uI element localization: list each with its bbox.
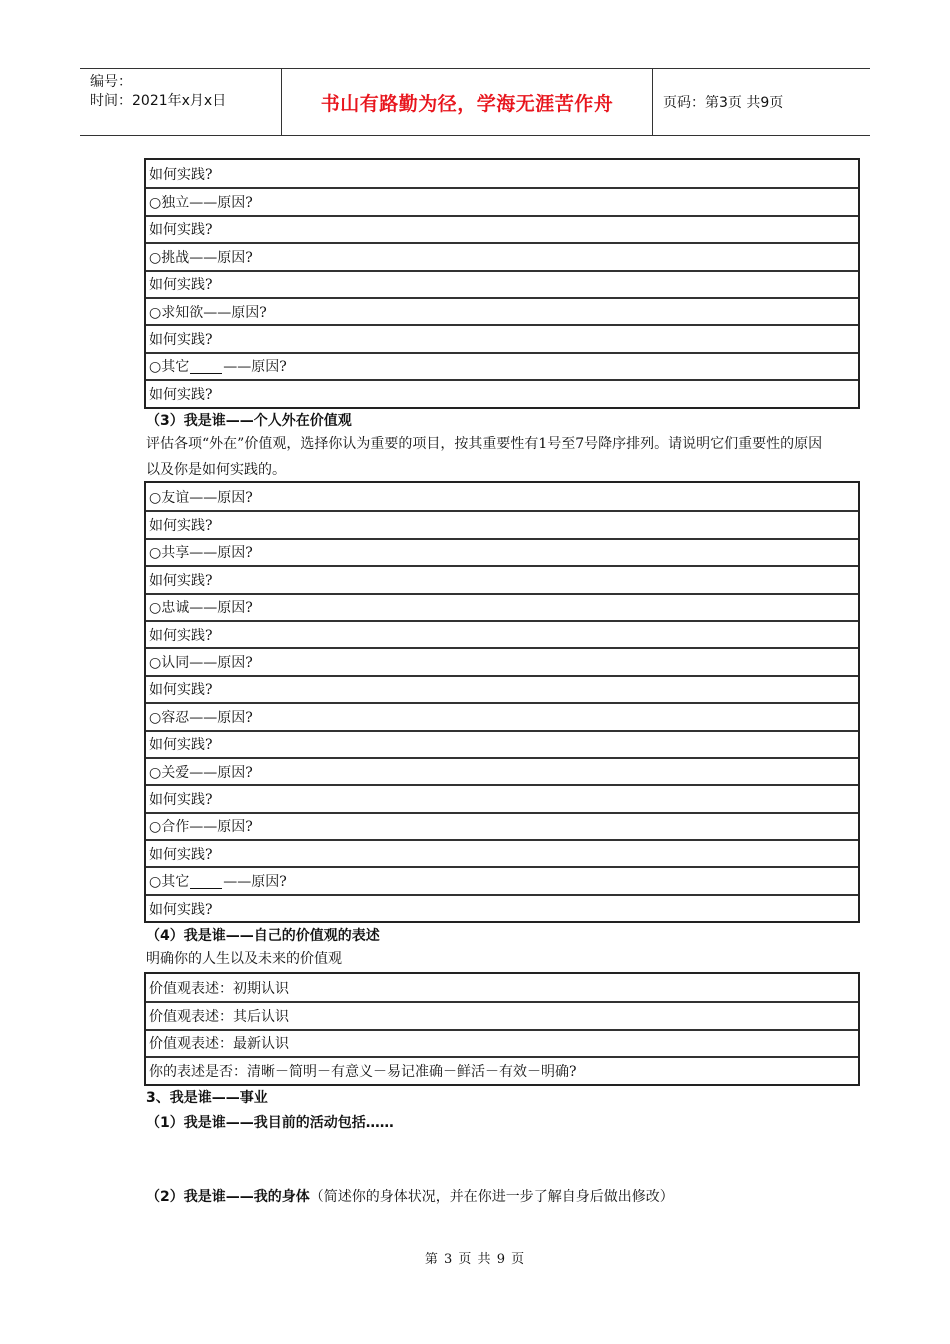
table-row: ○共享——原因? xyxy=(146,538,858,565)
body-heading-note: （简述你的身体状况，并在你进一步了解自身后做出修改） xyxy=(309,1189,674,1205)
table-row: ○独立——原因? xyxy=(146,187,858,214)
table-row: 如何实践? xyxy=(146,620,858,647)
table-row: 如何实践? xyxy=(149,166,213,183)
other-prefix: ○其它 xyxy=(149,359,190,376)
external-values-table xyxy=(144,481,860,923)
table-row: 你的表述是否：清晰－简明－有意义－易记准确－鲜活－有效－明确? xyxy=(146,1056,858,1083)
time-label: 时间：2021年x月x日 xyxy=(90,93,227,109)
table-row: 价值观表述：其后认识 xyxy=(146,1001,858,1028)
header-page-info: 页码：第3页 共9页 xyxy=(663,95,784,111)
page-footer: 第 3 页 共 9 页 xyxy=(424,1252,526,1267)
section-heading-career: 3、我是谁——事业 xyxy=(146,1090,268,1106)
body-heading-text: （2）我是谁——我的身体 xyxy=(146,1189,310,1205)
section-heading-activities: （1）我是谁——我目前的活动包括…… xyxy=(146,1115,394,1131)
section-instructions-value-statement: 明确你的人生以及未来的价值观 xyxy=(146,951,342,967)
section-instructions-external-values: 评估各项“外在”价值观，选择你认为重要的项目，按其重要性有1号至7号降序排列。请说明它们重要性的原因以及你是如何实践的。 xyxy=(146,436,823,478)
table-row: ○求知欲——原因? xyxy=(146,297,858,324)
table-row: 如何实践? xyxy=(146,730,858,757)
table-row: ○关爱——原因? xyxy=(146,757,858,784)
table-row: 如何实践? xyxy=(146,215,858,242)
page-header xyxy=(80,68,870,136)
other-suffix: ——原因? xyxy=(223,359,287,376)
intrinsic-values-table-continued xyxy=(144,158,860,409)
section-heading-value-statement: （4）我是谁——自己的价值观的表述 xyxy=(146,928,380,944)
section-heading-external-values: （3）我是谁——个人外在价值观 xyxy=(146,413,352,429)
section-heading-body xyxy=(146,1186,674,1206)
table-row: ○友谊——原因? xyxy=(149,489,253,506)
table-row: 价值观表述：最新认识 xyxy=(146,1029,858,1056)
code-label: 编号： xyxy=(90,74,132,90)
table-row-other xyxy=(146,866,858,893)
table-row: ○挑战——原因? xyxy=(146,242,858,269)
table-row: 如何实践? xyxy=(146,894,858,921)
table-row: 如何实践? xyxy=(146,270,858,297)
table-row: 如何实践? xyxy=(146,324,858,351)
table-row: ○忠诚——原因? xyxy=(146,593,858,620)
fill-in-blank[interactable] xyxy=(190,359,222,374)
table-row: 如何实践? xyxy=(146,510,858,537)
other-suffix: ——原因? xyxy=(223,874,287,891)
table-row: ○认同——原因? xyxy=(146,647,858,674)
header-motto: 书山有路勤为径，学海无涯苦作舟 xyxy=(281,69,653,135)
table-row: ○容忍——原因? xyxy=(146,702,858,729)
table-row: 如何实践? xyxy=(146,565,858,592)
table-row: 如何实践? xyxy=(146,839,858,866)
table-row-other xyxy=(146,352,858,379)
table-row: 如何实践? xyxy=(146,784,858,811)
table-row: ○合作——原因? xyxy=(146,812,858,839)
table-row: 价值观表述：初期认识 xyxy=(149,980,289,997)
other-prefix: ○其它 xyxy=(149,874,190,891)
header-meta xyxy=(80,69,281,135)
fill-in-blank[interactable] xyxy=(190,874,222,889)
table-row: 如何实践? xyxy=(146,379,858,406)
value-statement-table xyxy=(144,972,860,1086)
table-row: 如何实践? xyxy=(146,675,858,702)
